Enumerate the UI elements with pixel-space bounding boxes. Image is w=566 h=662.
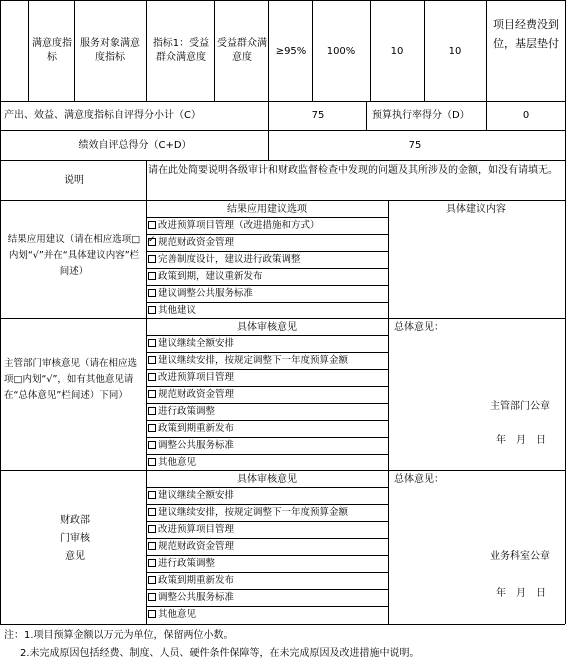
- option-label: 建议继续安排，按规定调整下一年度预算金额: [158, 355, 349, 366]
- result-option: [148, 236, 386, 250]
- grid-line: [146, 268, 388, 269]
- grid-line: [146, 420, 388, 421]
- finance-review-option: [148, 557, 386, 571]
- option-label: 规范财政资金管理: [158, 237, 235, 248]
- grid-line: [268, 101, 269, 130]
- option-label: 改进预算项目管理（改进措施和方式）: [158, 220, 320, 231]
- dept-review-option: [148, 439, 386, 453]
- finance-date: 年 月 日: [496, 588, 546, 599]
- option-label: 规范财政资金管理: [158, 541, 235, 552]
- checkbox-icon[interactable]: [148, 356, 156, 364]
- grid-line: [268, 130, 269, 160]
- dept-review-option: [148, 388, 386, 402]
- grid-line: [146, 521, 388, 522]
- option-label: 调整公共服务标准: [158, 440, 235, 451]
- dept-review-option: [148, 337, 386, 351]
- finance-review-option: [148, 591, 386, 605]
- checkbox-icon[interactable]: [148, 525, 156, 533]
- checkbox-icon[interactable]: [148, 289, 156, 297]
- finance-review-option: [148, 523, 386, 537]
- dept-review-option: [148, 371, 386, 385]
- grid-line: [0, 0, 565, 1]
- checkbox-icon[interactable]: [148, 491, 156, 499]
- checkbox-icon[interactable]: [148, 576, 156, 584]
- checkbox-icon[interactable]: [148, 238, 156, 246]
- grid-line: [214, 0, 215, 101]
- total-score-label: 绩效自评总得分（C+D）: [78, 140, 192, 151]
- grid-line: [146, 285, 388, 286]
- note-label: 说明: [64, 175, 84, 186]
- checkbox-icon[interactable]: [148, 593, 156, 601]
- option-label: 政策到期，建议重新发布: [158, 271, 263, 282]
- result-option: [148, 304, 386, 318]
- result-option: [148, 270, 386, 284]
- grid-line: [388, 318, 389, 624]
- subtotal-label: 产出、效益、满意度指标自评得分小计（C）: [4, 110, 201, 121]
- option-label: 其他意见: [158, 609, 197, 620]
- dept-stamp: 主管部门公章: [490, 401, 550, 412]
- dept-overall-label: 总体意见：: [394, 322, 444, 333]
- dept-review-header: 具体审核意见: [237, 322, 297, 333]
- finance-review-option: [148, 506, 386, 520]
- budget-execution-label: 预算执行率得分（D）: [372, 110, 470, 121]
- option-label: 完善制度设计，建议进行政策调整: [158, 254, 301, 265]
- option-label: 政策到期重新发布: [158, 575, 235, 586]
- grid-line: [146, 606, 388, 607]
- grid-line: [146, 302, 388, 303]
- deviation-reason-cell: 项目经费没到位，基层垫付: [493, 18, 559, 50]
- grid-line: [312, 0, 313, 101]
- indicator-type-cell: 满意度指标: [32, 38, 72, 63]
- dept-review-label: 主管部门审核意见（请在相应选项□内划“√”，如有其他意见请在“总体意见”栏间述）下同）: [4, 358, 138, 401]
- grid-line: [146, 251, 388, 252]
- checkbox-icon[interactable]: [148, 441, 156, 449]
- checkbox-icon[interactable]: [148, 306, 156, 314]
- indicator-target-cell: 受益群众满意度: [217, 38, 267, 63]
- grid-line: [146, 437, 388, 438]
- grid-line: [0, 101, 565, 102]
- grid-line: [146, 403, 388, 404]
- checkbox-icon[interactable]: [148, 221, 156, 229]
- checkbox-icon[interactable]: [148, 373, 156, 381]
- grid-line: [146, 504, 388, 505]
- result-option: [148, 253, 386, 267]
- dept-date: 年 月 日: [496, 435, 546, 446]
- checkbox-icon[interactable]: [148, 272, 156, 280]
- grid-line: [146, 335, 388, 336]
- checkbox-icon[interactable]: [148, 610, 156, 618]
- finance-stamp: 业务科室公章: [490, 551, 550, 562]
- grid-line: [146, 217, 388, 218]
- grid-line: [146, 487, 388, 488]
- grid-line: [0, 470, 565, 471]
- target-value-cell: ≥95%: [275, 46, 307, 57]
- option-label: 建议继续全额安排: [158, 338, 235, 349]
- dept-review-option: [148, 456, 386, 470]
- grid-line: [366, 101, 367, 130]
- dept-review-option: [148, 422, 386, 436]
- dept-review-option: [148, 354, 386, 368]
- grid-line: [424, 0, 425, 101]
- checkbox-icon[interactable]: [148, 508, 156, 516]
- grid-line: [146, 160, 147, 200]
- checkbox-icon[interactable]: [148, 255, 156, 263]
- option-label: 建议调整公共服务标准: [158, 288, 254, 299]
- finance-review-option: [148, 540, 386, 554]
- grid-line: [146, 589, 388, 590]
- grid-line: [388, 200, 389, 318]
- checkbox-icon[interactable]: [148, 390, 156, 398]
- option-label: 改进预算项目管理: [158, 372, 235, 383]
- grid-line: [0, 160, 565, 161]
- grid-line: [146, 318, 147, 624]
- score-cell: 10: [448, 46, 462, 57]
- result-option: [148, 287, 386, 301]
- grid-line: [146, 352, 388, 353]
- grid-line: [0, 130, 565, 131]
- option-label: 其他意见: [158, 457, 197, 468]
- checkbox-icon[interactable]: [148, 458, 156, 466]
- checkbox-icon[interactable]: [148, 542, 156, 550]
- option-label: 其他建议: [158, 305, 197, 316]
- finance-review-label: 财政部门审核意见: [60, 515, 90, 562]
- grid-line: [146, 0, 147, 101]
- grid-line: [486, 101, 487, 130]
- subtotal-value: 75: [311, 110, 325, 121]
- option-label: 规范财政资金管理: [158, 389, 235, 400]
- option-label: 进行政策调整: [158, 406, 216, 417]
- grid-line: [146, 386, 388, 387]
- grid-line: [146, 234, 388, 235]
- grid-line: [0, 318, 565, 319]
- grid-line: [28, 0, 29, 101]
- indicator-name-cell: 服务对象满意度指标: [80, 38, 140, 63]
- dept-review-option: [148, 405, 386, 419]
- checkbox-icon[interactable]: [148, 339, 156, 347]
- finance-review-header: 具体审核意见: [237, 474, 297, 485]
- footnote-1: 注：1.项目预算金额以万元为单位，保留两位小数。: [4, 630, 234, 641]
- grid-line: [146, 369, 388, 370]
- grid-line: [0, 0, 1, 624]
- indicator-detail-cell: 指标1：受益群众满意度: [152, 38, 210, 63]
- option-label: 进行政策调整: [158, 558, 216, 569]
- option-label: 调整公共服务标准: [158, 592, 235, 603]
- checkbox-icon[interactable]: [148, 424, 156, 432]
- finance-review-option: [148, 489, 386, 503]
- grid-line: [370, 0, 371, 101]
- budget-execution-value: 0: [522, 110, 530, 121]
- grid-line: [74, 0, 75, 101]
- grid-line: [146, 454, 388, 455]
- grid-line: [146, 555, 388, 556]
- result-options-header: 结果应用建议选项: [227, 204, 307, 215]
- option-label: 建议继续安排，按规定调整下一年度预算金额: [158, 507, 349, 518]
- grid-line: [146, 538, 388, 539]
- footnote-2: 2.未完成原因包括经费、制度、人员、硬件条件保障等，在未完成原因及改进措施中说明。: [20, 648, 420, 659]
- result-detail-header: 具体建议内容: [446, 204, 506, 215]
- option-label: 建议继续全额安排: [158, 490, 235, 501]
- finance-review-option: [148, 574, 386, 588]
- finance-review-option: [148, 608, 386, 622]
- grid-line: [486, 0, 487, 101]
- finance-overall-label: 总体意见：: [394, 474, 444, 485]
- checkbox-icon[interactable]: [148, 407, 156, 415]
- weight-cell: 10: [390, 46, 404, 57]
- result-label: 结果应用建议（请在相应选项□内划“√”并在“具体建议内容”栏间述）: [7, 234, 141, 277]
- checkbox-icon[interactable]: [148, 559, 156, 567]
- total-score-value: 75: [408, 140, 422, 151]
- note-text: 请在此处简要说明各级审计和财政监督检查中发现的问题及其所涉及的金额，如没有请填无。: [148, 165, 558, 176]
- grid-line: [268, 0, 269, 101]
- grid-line: [0, 200, 565, 201]
- grid-line: [0, 624, 565, 625]
- result-option: [148, 219, 386, 233]
- option-label: 政策到期重新发布: [158, 423, 235, 434]
- actual-value-cell: 100%: [326, 46, 356, 57]
- grid-line: [146, 572, 388, 573]
- option-label: 改进预算项目管理: [158, 524, 235, 535]
